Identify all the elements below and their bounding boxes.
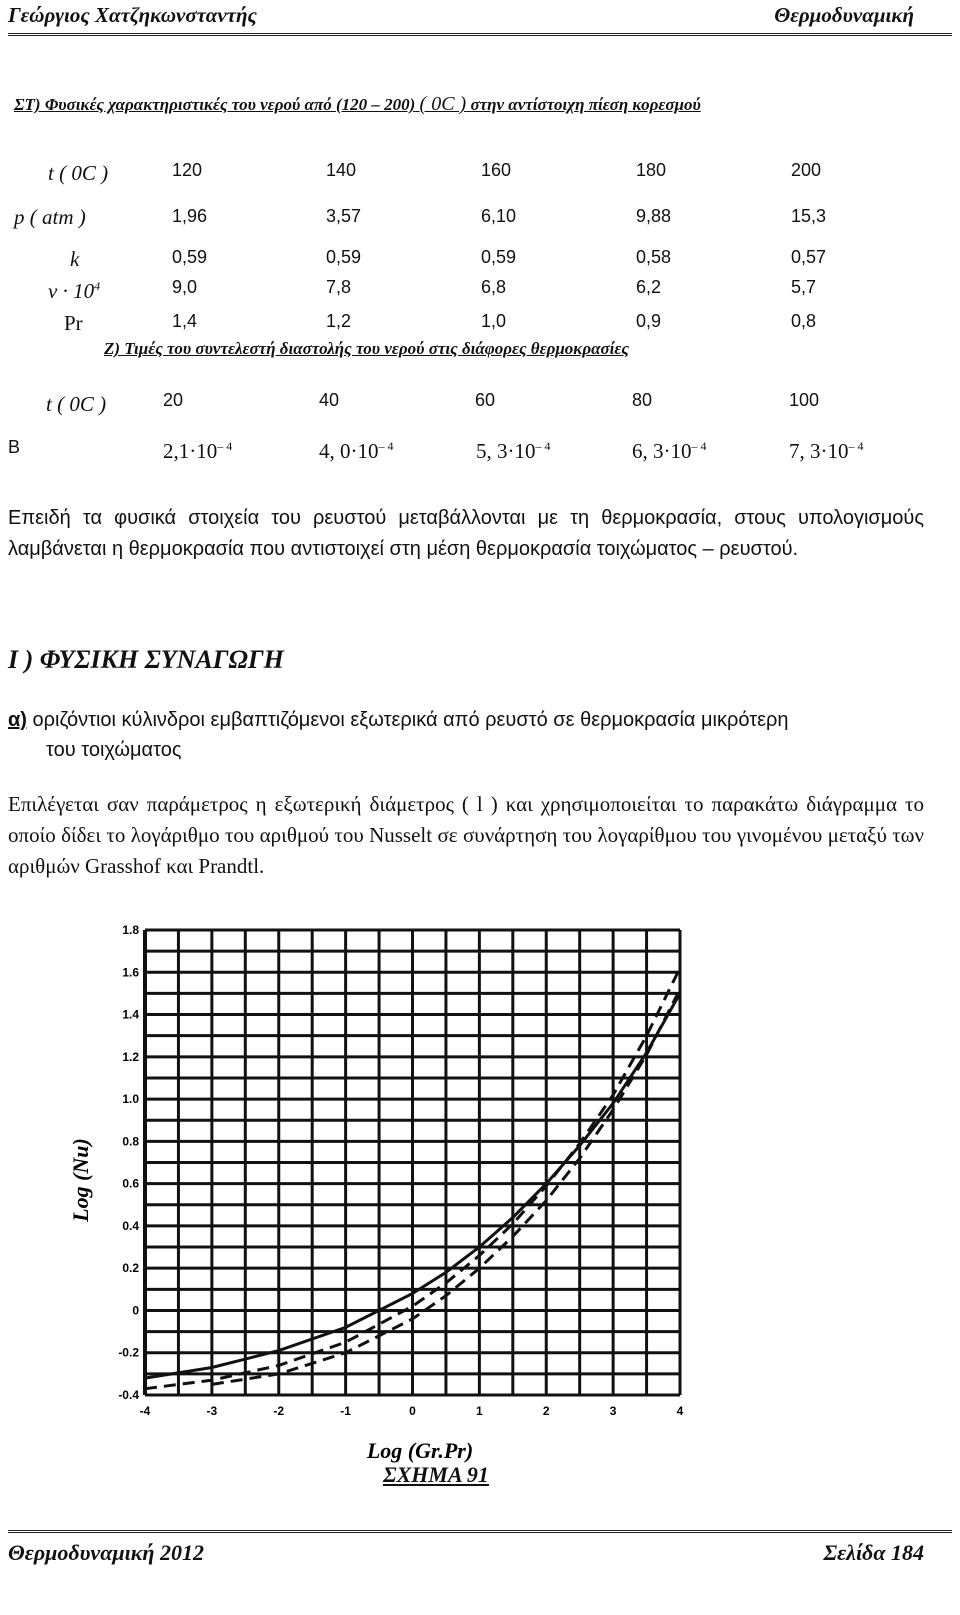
chart-y-label: Log (Nu) [68, 1138, 93, 1222]
paragraph-diagram-description: Επιλέγεται σαν παράμετρος η εξωτερική διάμετρος ( l ) και χρησιμοποιείται το παρακάτω διάγραμμα το οποίο δίδει το λογάριθμο του αριθμού του Nusselt σε συνάρτηση του λογαρίθμου του γινομένου μεταξύ των αριθμών Grasshof και Prandtl. [8, 792, 924, 878]
table-cell: 15,3 [791, 206, 827, 226]
y-tick-label: 1.4 [122, 1007, 139, 1022]
table-cell: 4, $0\cdot 10^{- 4}$ [319, 439, 394, 463]
footer-left: Θερμοδυναμική 2012 [8, 1540, 204, 1565]
table-cell: 0,59 [481, 247, 517, 267]
table-cell: 0,59 [326, 247, 362, 267]
y-tick-label: 0 [132, 1303, 139, 1318]
table-cell: 20 [163, 390, 184, 410]
table-cell: 6,8 [481, 277, 507, 297]
table-cell: 1,2 [326, 311, 352, 331]
item-a: α) οριζόντιοι κύλινδροι εμβαπτιζόμενοι εξωτερικά από ρευστό σε θερμοκρασία μικρότερη [8, 709, 789, 731]
x-tick-label: -3 [206, 1404, 218, 1418]
y-tick-label: 1.2 [122, 1049, 139, 1064]
paragraph-properties: Επειδή τα φυσικά στοιχεία του ρευστού μεταβάλλονται με τη θερμοκρασία, στους υπολογισμούς λαμβάνεται η θερμοκρασία που αντιστοιχεί στη μέση θερμοκρασία τοιχώματος – ρευστού. [8, 507, 924, 560]
chart-y-ticks [118, 923, 139, 1402]
footer-right: Σελίδα 184 [823, 1540, 924, 1565]
table-cell: 9,88 [636, 206, 672, 226]
row-label-t: t ( 0C ) [46, 392, 107, 416]
section-z-title: Ζ) Τιμές του συντελεστή διαστολής του νερού στις διάφορες θερμοκρασίες [104, 339, 629, 358]
row-label-t: t ( 0C ) [48, 161, 109, 185]
y-tick-label: -0.4 [118, 1388, 139, 1402]
row-label-k: k [70, 247, 80, 271]
y-tick-label: 0.8 [122, 1134, 139, 1149]
table-cell: 7,8 [326, 277, 352, 297]
figure-caption: ΣΧΗΜΑ 91 [383, 1462, 489, 1487]
table-cell: 0,9 [636, 311, 662, 331]
heading-natural-convection: I ) ΦΥΣΙΚΗ ΣΥΝΑΓΩΓΗ [8, 645, 284, 674]
x-tick-label: 2 [542, 1404, 550, 1418]
x-tick-label: -2 [273, 1404, 285, 1418]
table-cell: 5,7 [791, 277, 817, 297]
y-tick-label: -0.2 [118, 1345, 139, 1360]
table-cell: 180 [636, 160, 667, 180]
y-tick-label: 0.4 [122, 1218, 139, 1233]
footer-rule [8, 1530, 952, 1533]
x-tick-label: -1 [340, 1404, 351, 1418]
y-tick-label: 0.2 [122, 1261, 139, 1276]
x-tick-label: 3 [609, 1404, 617, 1418]
table-cell: 120 [172, 160, 203, 180]
table-cell: 9,0 [172, 277, 198, 297]
x-tick-label: -4 [139, 1404, 151, 1418]
x-tick-label: 0 [409, 1404, 416, 1418]
table-cell: 80 [632, 390, 653, 410]
table-cell: 160 [481, 160, 512, 180]
row-label-p: p ( atm ) [14, 205, 86, 229]
table-cell: 1,0 [481, 311, 507, 331]
header-author: Γεώργιος Χατζηκωνσταντής [8, 3, 257, 27]
unit-degC: ( 0C ) [419, 93, 467, 115]
table-cell: 6,2 [636, 277, 662, 297]
row-label-pr: Pr [64, 311, 83, 335]
y-tick-label: 1.0 [122, 1092, 139, 1107]
item-a-label: α) [8, 709, 27, 731]
table-cell: 100 [789, 390, 820, 410]
header-rule [8, 33, 952, 36]
table-cell: 3,57 [326, 206, 362, 226]
row-label-nu: $\nu \cdot 10^4$ [48, 279, 101, 303]
header-subject: Θερμοδυναμική [774, 3, 914, 27]
y-tick-label: 1.6 [122, 965, 139, 980]
table-cell: 40 [319, 390, 340, 410]
table-cell: 5, $3\cdot 10^{- 4}$ [476, 439, 551, 463]
nusselt-chart [60, 910, 700, 1470]
y-tick-label: 1.8 [122, 923, 139, 937]
table-cell: 140 [326, 160, 357, 180]
row-label-b: B [8, 437, 21, 457]
y-tick-label: 0.6 [122, 1176, 139, 1191]
section-st-title: ΣΤ) Φυσικές χαρακτηριστικές του νερού από (120 – 200) ( 0C ) στην αντίστοιχη πίεση κορεσμού [14, 93, 701, 115]
chart-x-label: Log (Gr.Pr) [366, 1438, 474, 1463]
table-cell: 0,57 [791, 247, 827, 267]
table-cell: 6, $3\cdot 10^{- 4}$ [632, 439, 707, 463]
x-tick-label: 4 [676, 1404, 684, 1418]
table-cell: 1,4 [172, 311, 198, 331]
x-tick-label: 1 [476, 1404, 483, 1418]
table-cell: 0,58 [636, 247, 672, 267]
table-cell: $2,1\cdot 10^{- 4}$ [163, 439, 233, 463]
table-cell: 7, $3\cdot 10^{- 4}$ [789, 439, 864, 463]
table-cell: 200 [791, 160, 822, 180]
item-a-continuation: του τοιχώματος [46, 739, 182, 761]
table-cell: 1,96 [172, 206, 208, 226]
table-cell: 60 [475, 390, 496, 410]
table-cell: 0,59 [172, 247, 208, 267]
table-cell: 6,10 [481, 206, 517, 226]
chart-grid [145, 930, 680, 1395]
chart-x-ticks [140, 1404, 684, 1418]
table-cell: 0,8 [791, 311, 817, 331]
